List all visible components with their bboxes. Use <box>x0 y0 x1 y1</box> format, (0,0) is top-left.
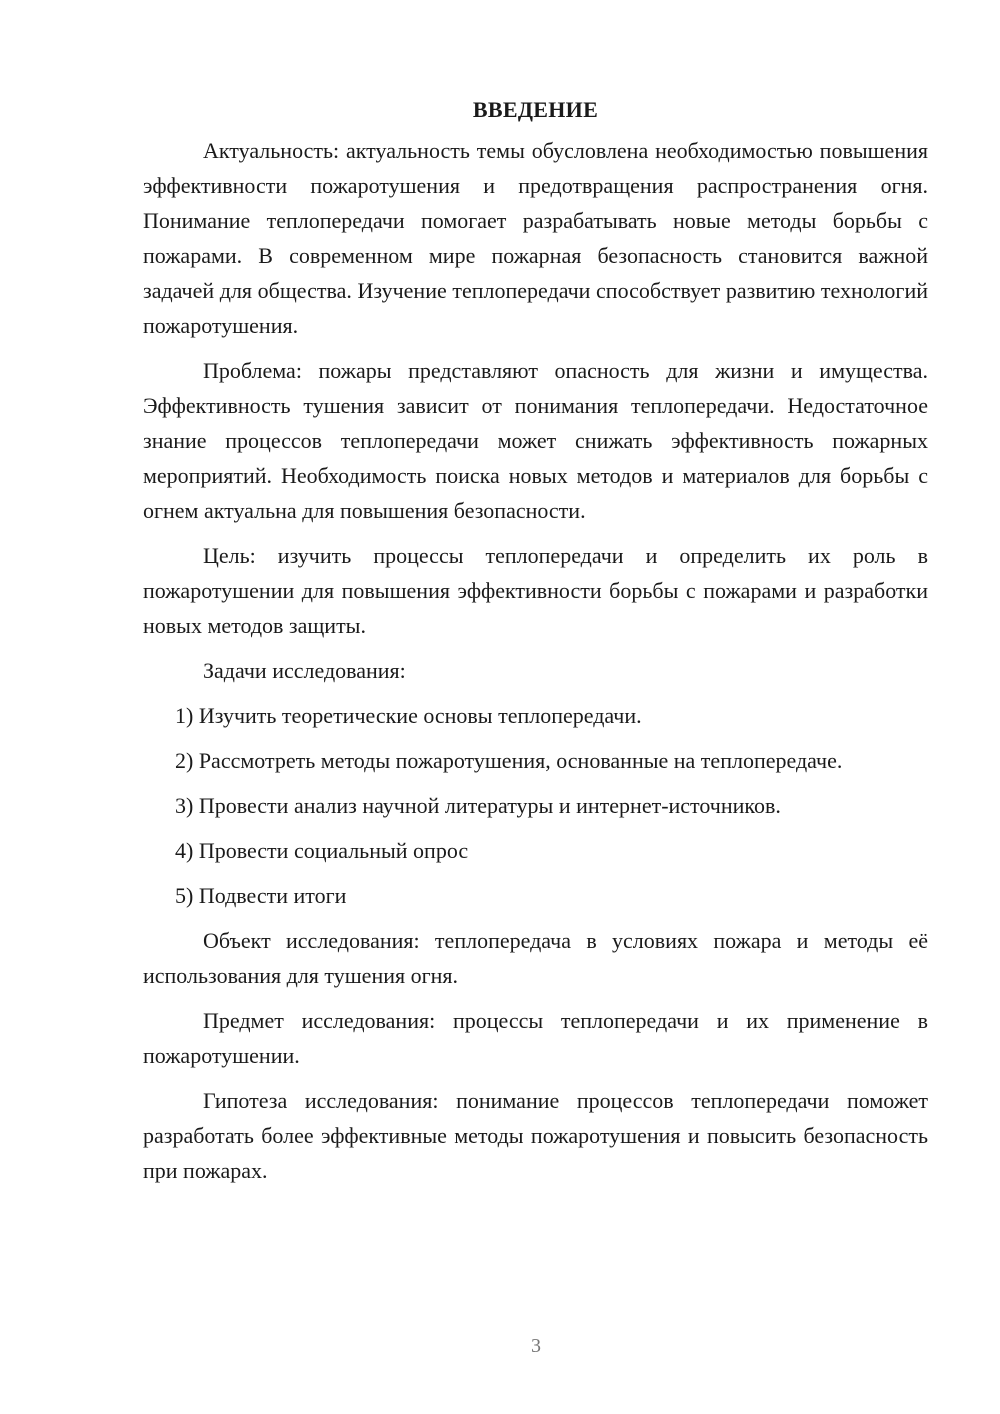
task-item: 4) Провести социальный опрос <box>175 838 469 863</box>
paragraph-goal: Цель: изучить процессы теплопередачи и определить их роль в пожаротушении для повышения эффективности борьбы с пожарами и разработки новых методов защиты. <box>143 543 928 638</box>
paragraph-tasks-heading: Задачи исследования: <box>203 658 406 683</box>
task-item: 3) Провести анализ научной литературы и интернет-источников. <box>175 793 781 818</box>
task-item: 5) Подвести итоги <box>175 883 347 908</box>
task-item: 1) Изучить теоретические основы теплопередачи. <box>175 703 642 728</box>
task-list <box>143 698 928 913</box>
paragraph-hypothesis: Гипотеза исследования: понимание процессов теплопередачи поможет разработать более эффективные методы пожаротушения и повысить безопасность при пожарах. <box>143 1088 928 1183</box>
document-page <box>143 92 928 1198</box>
task-item: 2) Рассмотреть методы пожаротушения, основанные на теплопередаче. <box>175 748 843 773</box>
paragraph-problem: Проблема: пожары представляют опасность для жизни и имущества. Эффективность тушения зависит от понимания теплопередачи. Недостаточное знание процессов теплопередачи может снижать эффективность пожарных мероприятий. Необходимость поиска новых методов и материалов для борьбы с огнем актуальна для повышения безопасности. <box>143 358 928 523</box>
page-number: 3 <box>531 1335 541 1357</box>
section-title: ВВЕДЕНИЕ <box>472 97 599 122</box>
paragraph-subject: Предмет исследования: процессы теплопередачи и их применение в пожаротушении. <box>143 1008 928 1068</box>
paragraph-object: Объект исследования: теплопередача в условиях пожара и методы её использования для тушения огня. <box>143 928 928 988</box>
paragraph-relevance: Актуальность: актуальность темы обусловлена необходимостью повышения эффективности пожаротушения и предотвращения распространения огня. Понимание теплопередачи помогает разрабатывать новые методы борьбы с пожарами. В современном мире пожарная безопасность становится важной задачей для общества. Изучение теплопередачи способствует развитию технологий пожаротушения. <box>143 138 928 338</box>
